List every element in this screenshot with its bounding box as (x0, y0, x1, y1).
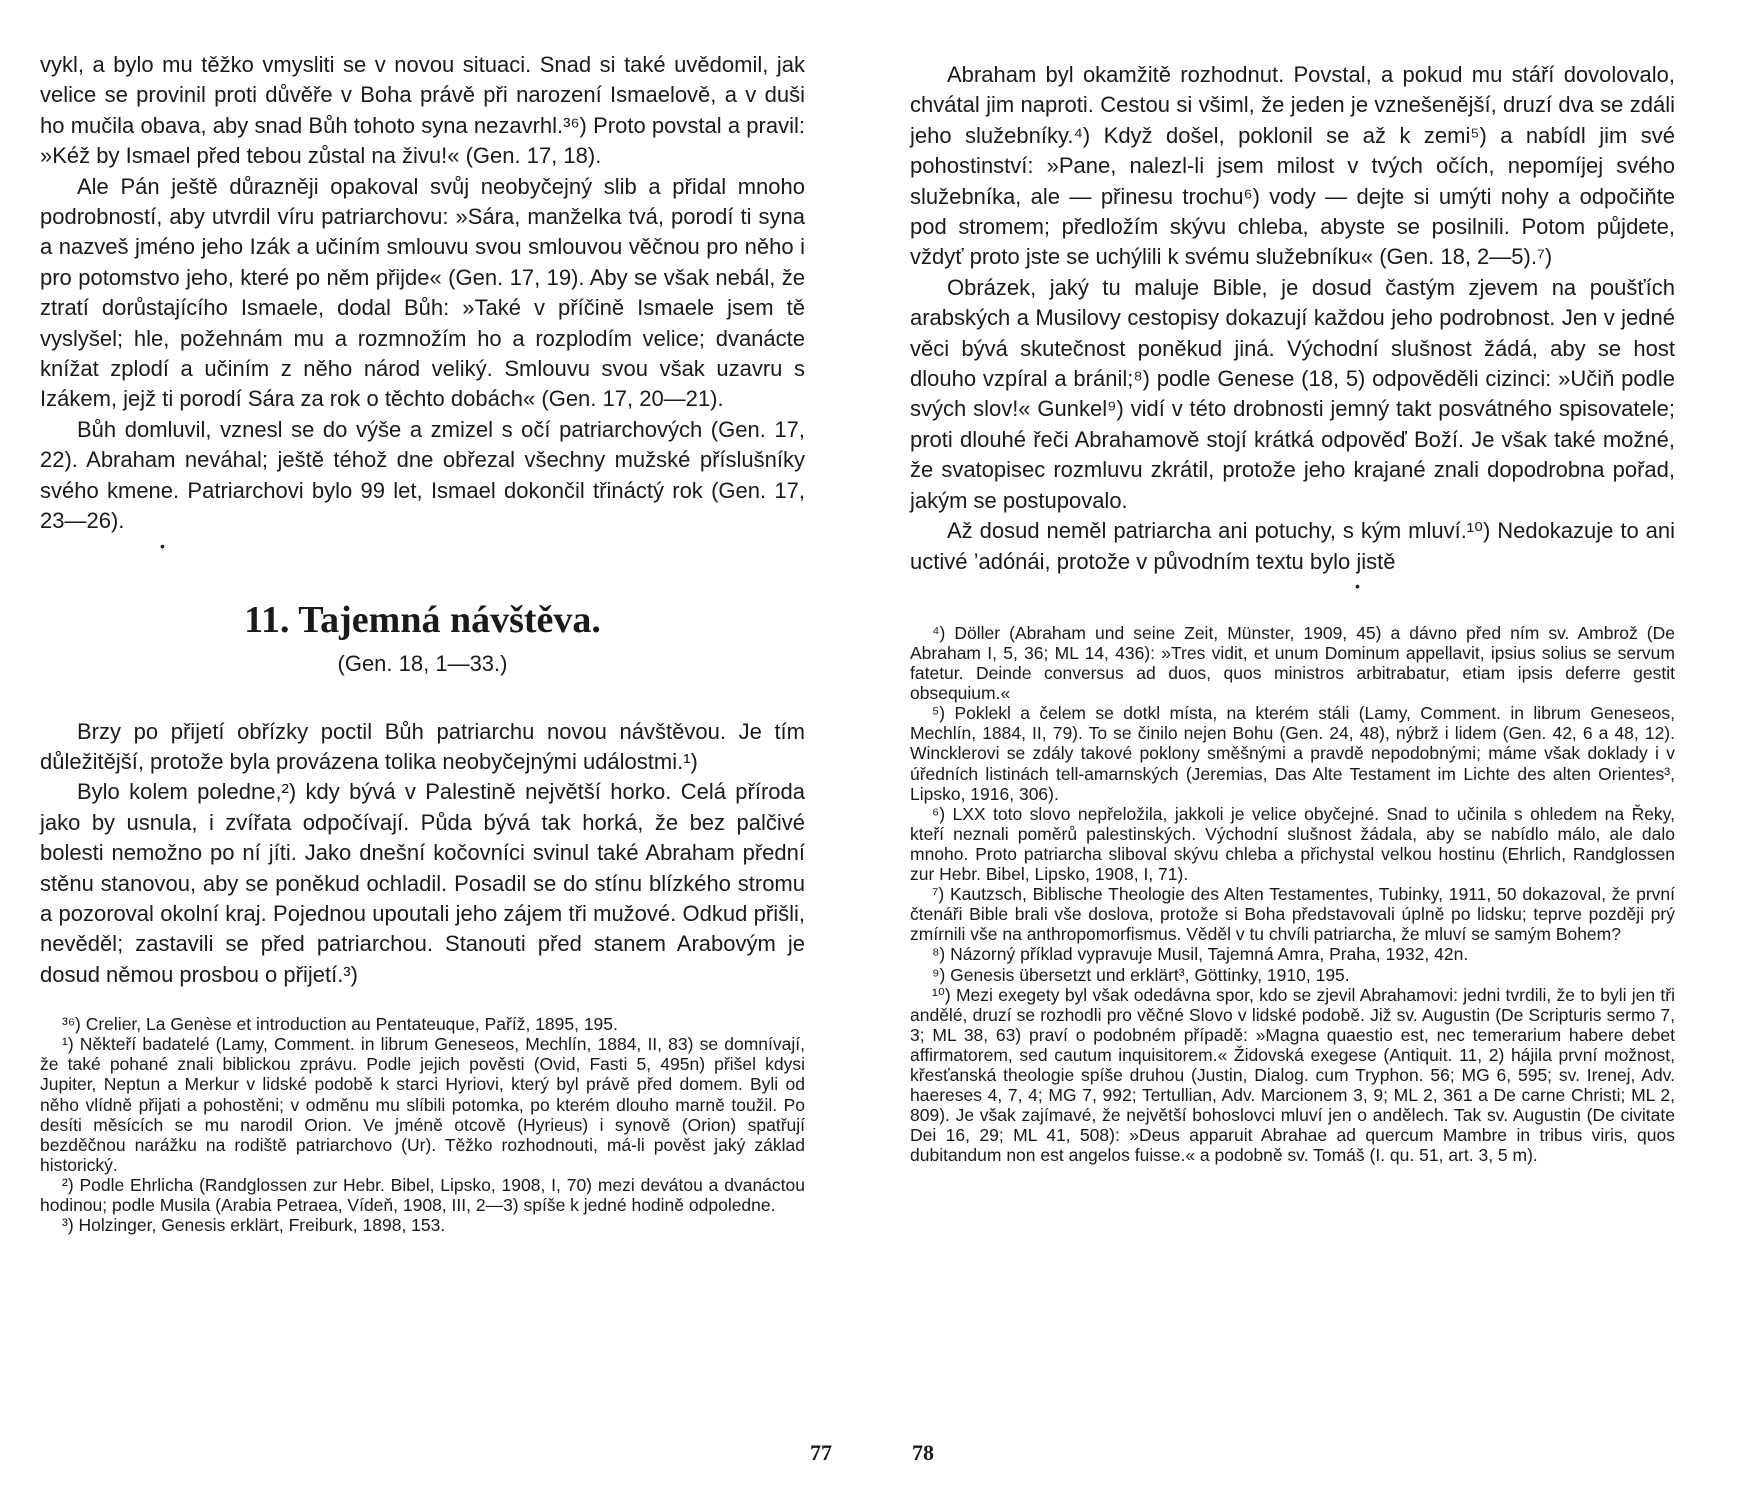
left-footnotes (40, 1014, 805, 1235)
paragraph: Obrázek, jaký tu maluje Bible, je dosud častým zjevem na poušťích arabských a Musilovy cestopisy dokazují každou jeho podrobnost. Jen v jedné věci bývá skutečnost poněkud jiná. Východní slušnost žádá, aby se host dlouho vzpíral a bránil;⁸) podle Genese (18, 5) odpověděli cizinci: »Učiň podle svých slov!« Gunkel⁹) vidí v této drobnosti jemný takt posvátného spisovatele; proti dlouhé řeči Abrahamově stojí krátká odpověď Boží. Je však také možné, že svatopisec rozmluvu zkrátil, protože jeho krajané znali dopodrobna pořad, jakým se postupovalo. (910, 274, 1675, 513)
footnote: ⁴) Döller (Abraham und seine Zeit, Münster, 1909, 45) a dávno před ním sv. Ambrož (De Abraham I, 5, 36; ML 14, 436): »Tres vidit, et unum Dominum appellavit, ipsius solius se servum fatetur. Deinde conversus ad duos, quos ministros arbitrabatur, etiam ipsis deferre gestit obsequium.« (910, 622, 1675, 704)
footnote: ⁶) LXX toto slovo nepřeložila, jakkoli je velice obyčejné. Snad to učinila s ohledem na Řeky, kteří neznali poměrů palestinských. Východní slušnost žádala, aby se nabídlo málo, ale dalo mnoho. Proto patriarcha sliboval skývu chleba a přichystal velkou hostinu (Ehrlich, Randglossen zur Hebr. Bibel, Lipsko, 1908, I, 71). (910, 803, 1675, 885)
right-page (910, 50, 1675, 1165)
chapter-reference: (Gen. 18, 1—33.) (337, 650, 508, 676)
paragraph: Ale Pán ještě důrazněji opakoval svůj neobyčejný slib a přidal mnoho podrobností, aby utvrdil víru patriarchovu: »Sára, manželka tvá, porodí ti syna a nazveš jméno jeho Izák a učiním smlouvu svou smlouvou věčnou pro něho i pro potomstvo jeho, které po něm přijde« (Gen. 17, 19). Aby se však nebál, že ztratí dorůstajícího Ismaele, dodal Bůh: »Také v příčině Ismaele jsem tě vyslyšel; hle, požehnám mu a rozmnožím ho a rozplodím velice; dvanácte knížat zplodí a učiním z něho národ veliký. Smlouvu svou však uzavru s Izákem, jejž ti porodí Sára za rok o těchto dobách« (Gen. 17, 20—21). (40, 173, 805, 412)
chapter-title: 11. Tajemná návštěva. (244, 598, 601, 641)
paragraph: Brzy po přijetí obřízky poctil Bůh patriarchu novou návštěvou. Je tím důležitější, protože byla provázena tolika neobyčejnými událostmi.¹) (40, 718, 805, 774)
left-page (40, 50, 805, 1235)
page-number-left: 77 (810, 1440, 832, 1465)
footnote: ⁷) Kautzsch, Biblische Theologie des Alten Testamentes, Tubinky, 1911, 50 dokazoval, že první čtenáři Bible brali vše doslova, protože si Boha představovali úplně po lidsku; teprve později prý zmírnili vše na anthropomorfismus. Věděl v tu chvíli patriarcha, že mluví se samým Bohem? (910, 884, 1675, 945)
paragraph: Až dosud neměl patriarcha ani potuchy, s kým mluví.¹⁰) Nedokazuje to ani uctivé ’adónái, protože v původním textu bylo jistě (910, 518, 1675, 574)
paragraph: Bůh domluvil, vznesl se do výše a zmizel s očí patriarchových (Gen. 17, 22). Abraham neváhal; ještě téhož dne obřezal všechny mužské příslušníky svého kmene. Patriarchovi bylo 99 let, Ismael dokončil třináctý rok (Gen. 17, 23—26). (40, 416, 805, 534)
footnote: ⁵) Poklekl a čelem se dotkl místa, na kterém stáli (Lamy, Comment. in librum Geneseos, Mechlín, 1884, II, 79). To se činilo nejen Bohu (Gen. 24, 48), nýbrž i lidem (Gen. 42, 6 a 48, 12). Wincklerovi se zdály takové poklony směšnými a pravdě nepodobnými; máme však doklady i v úředních listinách tell-amarnských (Jeremias, Das Alte Testament im Lichte des alten Orientes³, Lipsko, 1916, 306). (910, 703, 1675, 804)
left-body-text (40, 50, 805, 537)
footnote: ²) Podle Ehrlicha (Randglossen zur Hebr. Bibel, Lipsko, 1908, I, 70) mezi devátou a dvanáctou hodinou; podle Musila (Arabia Petraea, Vídeň, 1908, III, 2—3) spíše k jedné hodině odpoledne. (40, 1174, 805, 1215)
right-body-text (910, 60, 1675, 577)
footnote: ³⁶) Crelier, La Genèse et introduction au Pentateuque, Paříž, 1895, 195. (62, 1014, 618, 1035)
paragraph: vykl, a bylo mu těžko vmysliti se v novou situaci. Snad si také uvědomil, jak velice se provinil proti důvěře v Boha právě při narození Ismaelově, a v duši ho mučila obava, aby snad Bůh tohoto syna nezavrhl.³⁶) Proto povstal a pravil: »Kéž by Ismael před tebou zůstal na živu!« (Gen. 17, 18). (40, 52, 805, 169)
footnote: ⁹) Genesis übersetzt und erklärt³, Göttinky, 1910, 195. (932, 964, 1350, 985)
paragraph: Bylo kolem poledne,²) kdy bývá v Palestině největší horko. Celá příroda jako by usnula, i zvířata odpočívají. Půda bývá tak horká, že bez palčivé bolesti nemožno po ní jíti. Jako dnešní kočovníci svinul také Abraham přední stěnu stanovou, aby se poněkud ochladil. Posadil se do stínu blízkého stromu a pozoroval okolní kraj. Pojednou upoutali jeho zájem tři mužové. Odkud přišli, nevěděl; zastavili se před patriarchou. Stanouti před stanem Arabovým je dosud němou prosbou o přijetí.³) (40, 779, 805, 987)
section-marker: • (1355, 577, 1360, 594)
footnote: ⁸) Názorný příklad vypravuje Musil, Tajemná Amra, Praha, 1932, 42n. (932, 944, 1469, 965)
right-footnotes (910, 623, 1675, 1166)
footnote: ³) Holzinger, Genesis erklärt, Freiburk, 1898, 153. (62, 1215, 446, 1236)
page-number-right: 78 (912, 1440, 934, 1465)
footnote: ¹) Někteří badatelé (Lamy, Comment. in librum Geneseos, Mechlín, 1884, II, 83) se domnívají, že také pohané znali biblickou zprávu. Podle jejich pověsti (Ovid, Fasti 5, 495n) přišel kdysi Jupiter, Neptun a Merkur v lidské podobě k starci Hyriovi, který byl právě před domem. Byli od něho vlídně přijati a pohostěni; v odměnu mu slíbili potomka, po kterém dlouho marně toužil. Po desíti měsících se mu narodil Orion. Ve jméně otcově (Hyrieus) i synově (Orion) spatřují bezděčnou narážku na rodiště patriarchovo (Ur). Těžko rozhodnouti, má-li pověst jaký základ historický. (40, 1034, 805, 1175)
left-body-text-continued (40, 717, 805, 991)
footnote: ¹⁰) Mezi exegety byl však odedávna spor, kdo se zjevil Abrahamovi: jedni tvrdili, že to byli jen tři andělé, druzí se rozhodli pro věčné Slovo v lidské podobě. Již sv. Augustin (De Scripturis sermo 7, 3; ML 38, 63) praví o podobném případě: »Magna quaestio est, nec temerarium habere debet affirmatorem, sed cautum inquisitorem.« Židovská exegese (Antiquit. 11, 2) hájila první možnost, křesťanská theologie spíše druhou (Justin, Dialog. cum Tryphon. 56; MG 6, 595; sv. Irenej, Adv. haereses 4, 7, 4; MG 7, 992; Tertullian, Adv. Marcionem 3, 9; ML 2, 361 a De carne Christi; ML 2, 809). Je však zajímavé, že největší bohoslovci mluví jen o andělech. Tak sv. Augustin (De civitate Dei 16, 29; ML 41, 508): »Deus apparuit Abrahae ad quercum Mambre in tribus viris, quos dubitandum non est angelos fuisse.« a podobně sv. Tomáš (I. qu. 51, art. 3, 5 m). (910, 984, 1675, 1166)
section-marker: • (160, 537, 165, 554)
paragraph: Abraham byl okamžitě rozhodnut. Povstal, a pokud mu stáří dovolovalo, chvátal jim naproti. Cestou si všiml, že jeden je vznešenější, druzí dva se zdáli jeho služebníky.⁴) Když došel, poklonil se až k zemi⁵) a nabídl jim své pohostinství: »Pane, nalezl-li jsem milost v tvých očích, nepomíjej svého služebníka, ale — přinesu trochu⁶) vody — dejte si umýti nohy a odpočiňte pod stromem; předložím skývu chleba, abyste se posilnili. Potom půjdete, vždyť proto jste se uchýlili k svému služebníku« (Gen. 18, 2—5).⁷) (910, 62, 1675, 270)
